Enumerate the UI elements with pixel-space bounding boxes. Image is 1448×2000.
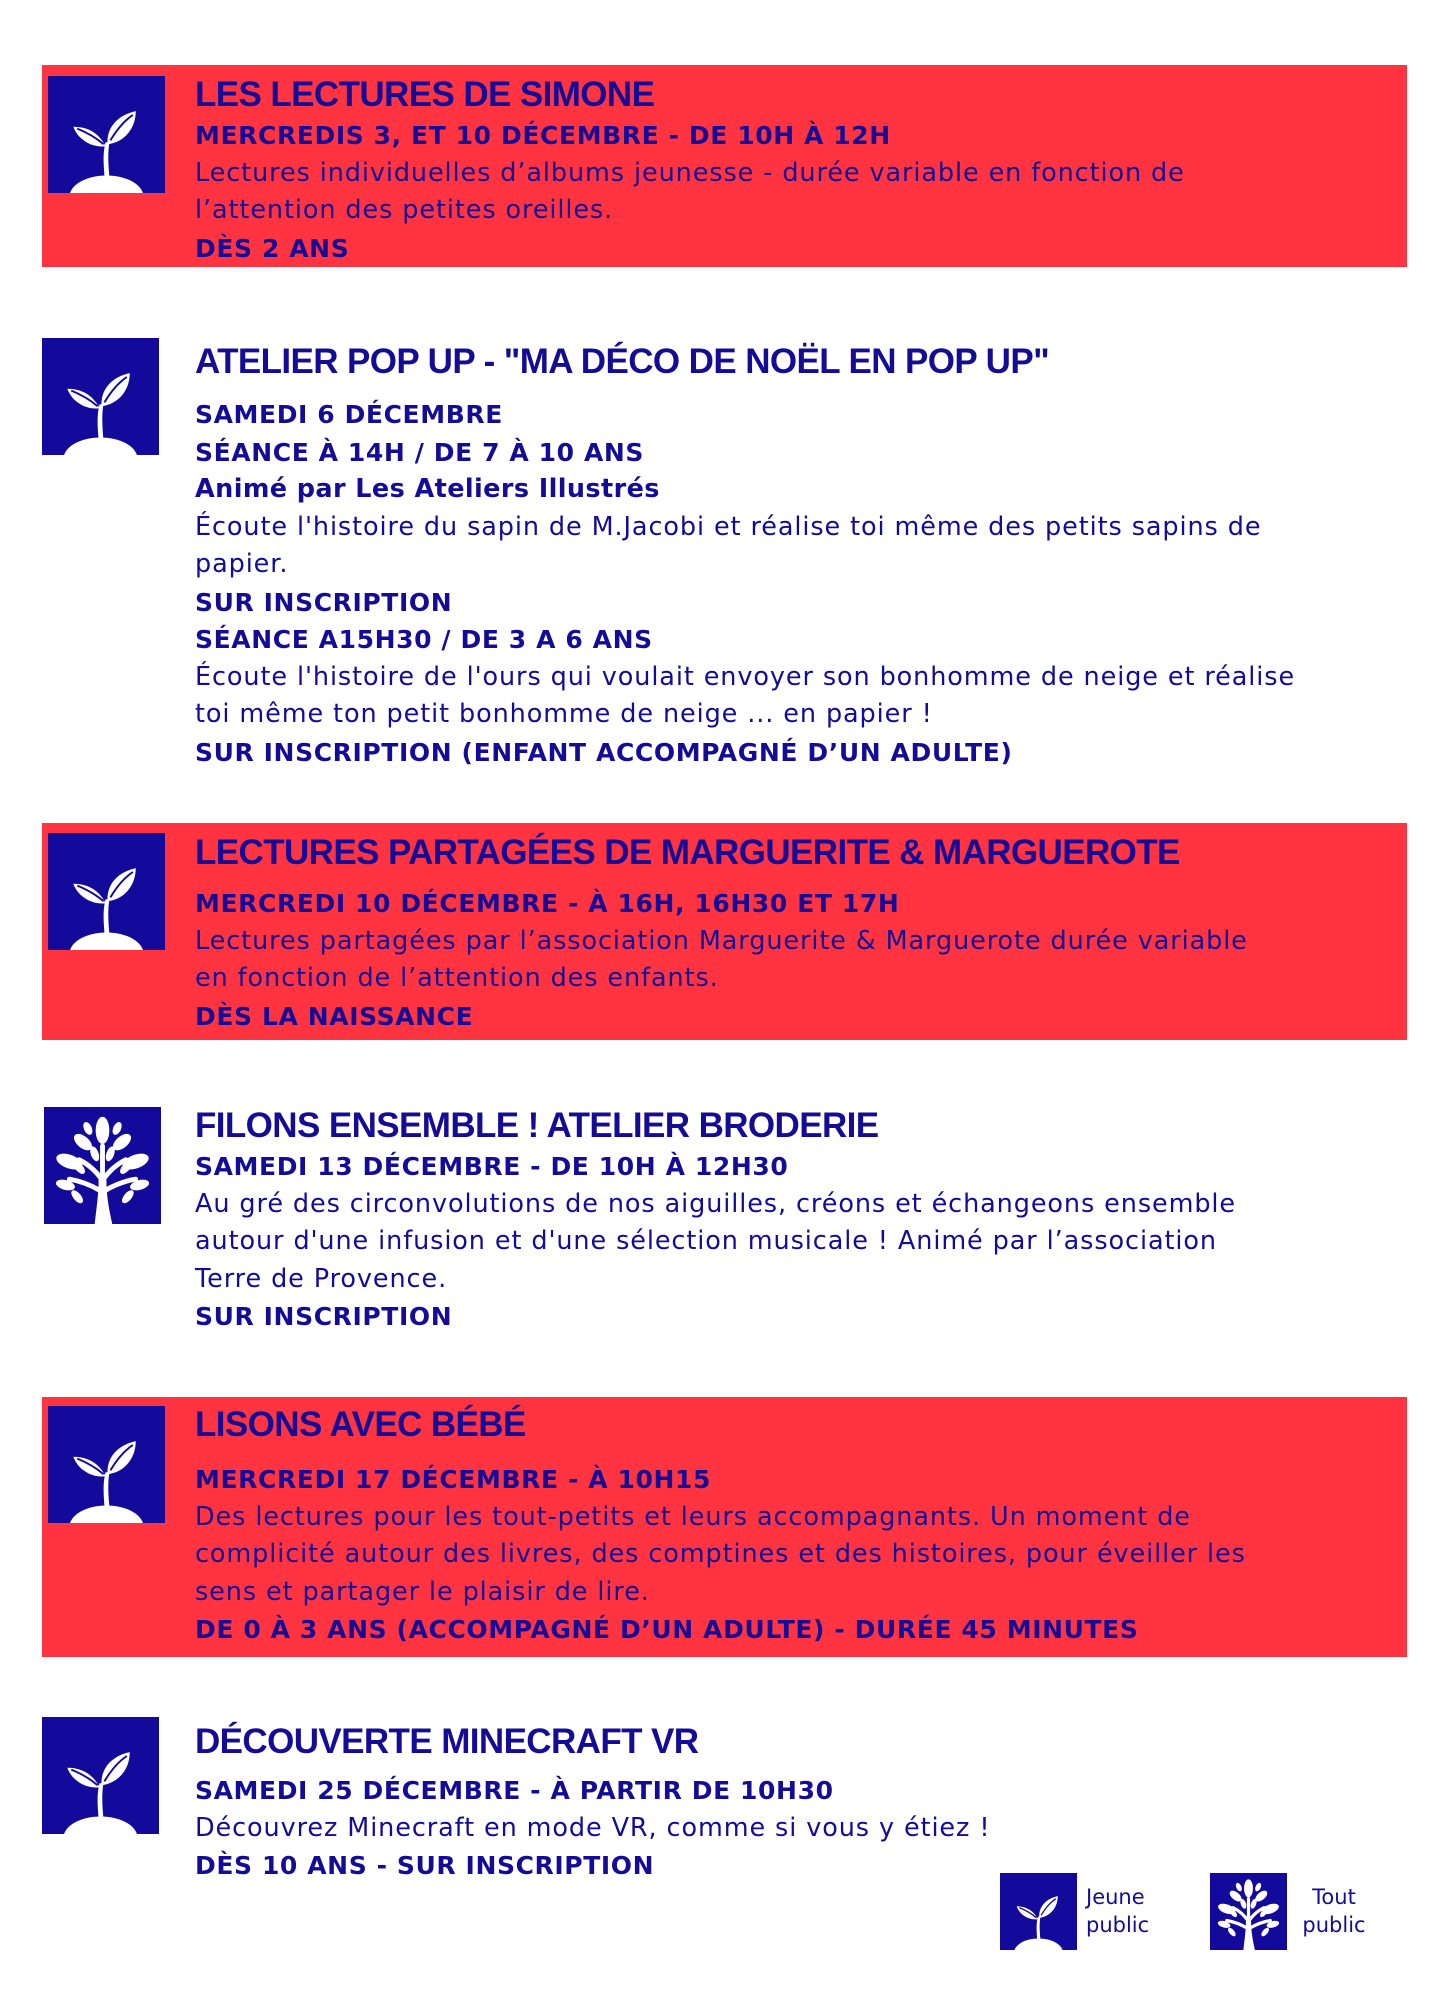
event-description: Écoute l'histoire du sapin de M.Jacobi et réalise toi même des petits sapins de — [195, 511, 1262, 542]
event-title: ATELIER POP UP - "MA DÉCO DE NOËL EN POP UP" — [195, 342, 1050, 381]
legend-label — [1294, 1883, 1374, 1939]
event-decouverte-minecraft-vr — [42, 1708, 1407, 1880]
event-description: Terre de Provence. — [195, 1263, 448, 1294]
event-age-registration: DÈS 10 ANS - SUR INSCRIPTION — [195, 1851, 655, 1880]
event-age: DÈS 2 ANS — [195, 233, 350, 263]
event-description: Lectures individuelles d’albums jeunesse - durée variable en fonction de — [195, 157, 1185, 188]
event-registration: SUR INSCRIPTION — [195, 587, 453, 617]
legend-label-line2: public — [1086, 1913, 1150, 1937]
event-description: en fonction de l’attention des enfants. — [195, 963, 719, 993]
sprout-icon — [42, 1717, 159, 1834]
legend-tout-public — [1210, 1873, 1380, 1950]
event-description: autour d'une infusion et d'une sélection musicale ! Animé par l’association — [195, 1226, 1217, 1256]
event-lisons-avec-bebe — [42, 1397, 1407, 1657]
event-date: MERCREDI 17 DÉCEMBRE - À 10H15 — [195, 1465, 711, 1494]
event-description: complicité autour des livres, des comptines et des histoires, pour éveiller les — [195, 1539, 1246, 1569]
event-session: SÉANCE À 14H / DE 7 À 10 ANS — [195, 437, 645, 467]
legend-label-line1: Jeune — [1086, 1885, 1145, 1909]
event-description: Découvrez Minecraft en mode VR, comme si vous y étiez ! — [195, 1812, 991, 1843]
event-date: MERCREDIS 3, ET 10 DÉCEMBRE - DE 10H À 12H — [195, 121, 891, 150]
sprout-icon — [48, 833, 165, 950]
sprout-icon — [42, 338, 159, 455]
event-description: Au gré des circonvolutions de nos aiguilles, créons et échangeons ensemble — [195, 1188, 1236, 1219]
event-description: l’attention des petites oreilles. — [195, 195, 614, 225]
event-registration: SUR INSCRIPTION (ENFANT ACCOMPAGNÉ D’UN ADULTE) — [195, 737, 1013, 767]
sprout-icon — [1000, 1873, 1077, 1950]
event-title: FILONS ENSEMBLE ! ATELIER BRODERIE — [195, 1106, 879, 1145]
legend-label-line1: Tout — [1312, 1885, 1356, 1909]
tree-icon — [44, 1107, 161, 1224]
sprout-icon — [48, 76, 165, 193]
event-date: SAMEDI 6 DÉCEMBRE — [195, 400, 503, 429]
event-session: SÉANCE A15H30 / DE 3 A 6 ANS — [195, 625, 653, 654]
event-description: Lectures partagées par l’association Marguerite & Marguerote durée variable — [195, 925, 1248, 956]
event-filons-ensemble — [42, 1100, 1407, 1360]
event-animator: Animé par Les Ateliers Illustrés — [195, 474, 660, 504]
event-registration: SUR INSCRIPTION — [195, 1302, 453, 1331]
event-description: sens et partager le plaisir de lire. — [195, 1576, 650, 1607]
event-description: toi même ton petit bonhomme de neige ... en papier ! — [195, 699, 933, 729]
event-description: Des lectures pour les tout-petits et leurs accompagnants. Un moment de — [195, 1501, 1191, 1532]
event-title: DÉCOUVERTE MINECRAFT VR — [195, 1722, 699, 1761]
tree-icon — [1210, 1873, 1287, 1950]
event-title: LISONS AVEC BÉBÉ — [195, 1405, 526, 1444]
event-date: SAMEDI 25 DÉCEMBRE - À PARTIR DE 10H30 — [195, 1776, 834, 1805]
event-age: DÈS LA NAISSANCE — [195, 1001, 474, 1031]
legend-jeune-public — [1000, 1873, 1170, 1950]
event-title: LES LECTURES DE SIMONE — [195, 75, 655, 114]
legend-label — [1080, 1883, 1166, 1939]
event-lectures-partagees — [42, 823, 1407, 1040]
event-atelier-pop-up — [42, 328, 1407, 768]
legend-label-line2: public — [1302, 1913, 1366, 1937]
event-date: MERCREDI 10 DÉCEMBRE - À 16H, 16H30 ET 17H — [195, 889, 900, 918]
event-les-lectures-de-simone — [42, 65, 1407, 267]
event-age: DE 0 À 3 ANS (ACCOMPAGNÉ D’UN ADULTE) - DURÉE 45 MINUTES — [195, 1615, 1139, 1644]
event-description: papier. — [195, 549, 289, 579]
event-description: Écoute l'histoire de l'ours qui voulait envoyer son bonhomme de neige et réalise — [195, 661, 1296, 692]
event-date: SAMEDI 13 DÉCEMBRE - DE 10H À 12H30 — [195, 1152, 789, 1181]
sprout-icon — [48, 1406, 165, 1523]
event-title: LECTURES PARTAGÉES DE MARGUERITE & MARGUEROTE — [195, 833, 1180, 872]
